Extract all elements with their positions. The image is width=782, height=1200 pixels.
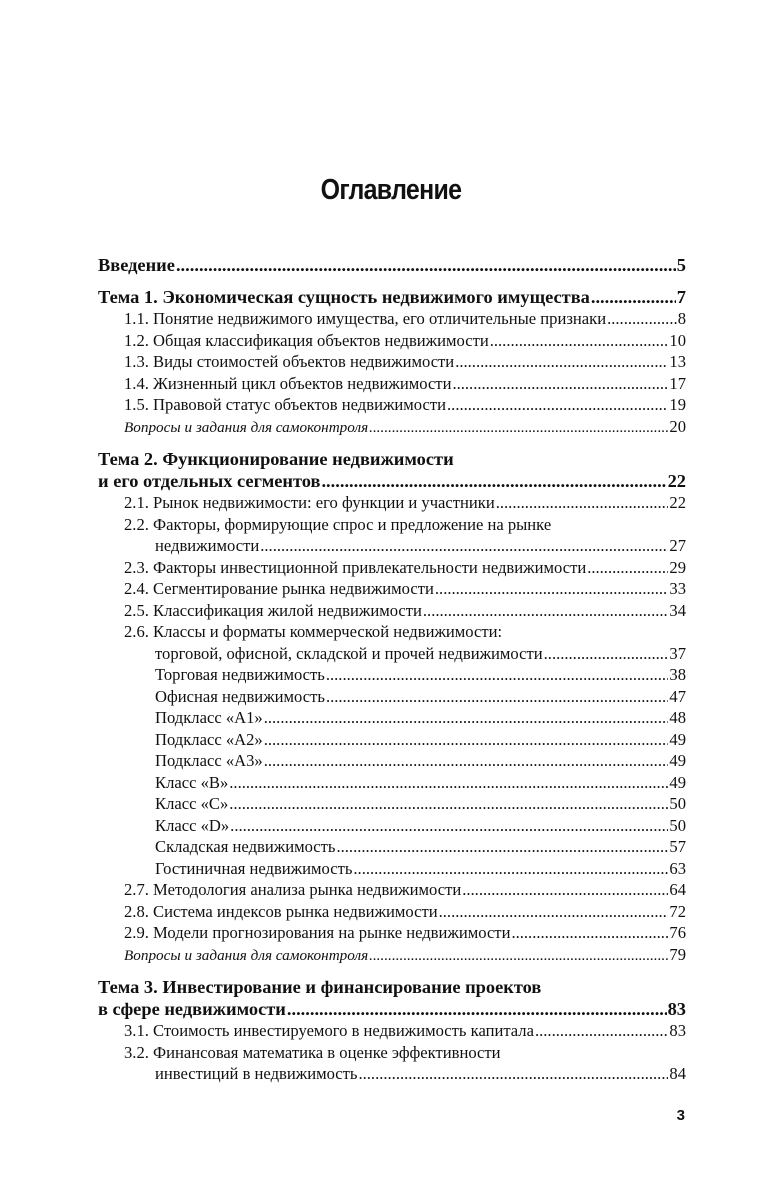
- toc-entry-2-3[interactable]: [98, 557, 686, 579]
- dot-leader: [439, 901, 669, 923]
- dot-leader: [229, 772, 668, 794]
- toc-entry-theme-3-line1[interactable]: Тема 3. Инвестирование и финансирование проектов: [98, 977, 542, 997]
- dot-leader: [369, 417, 668, 439]
- toc-page-number: 5: [676, 255, 686, 275]
- dot-leader: [544, 643, 669, 665]
- toc-entry-label: 3.1. Стоимость инвестируемого в недвижимость капитала: [124, 1021, 534, 1040]
- dot-leader: [336, 836, 668, 858]
- toc-entry-3-1[interactable]: [98, 1020, 686, 1042]
- toc-entry-label: Тема 1. Экономическая сущность недвижимого имущества: [98, 287, 590, 307]
- dot-leader: [435, 578, 669, 600]
- toc-entry-label: Подкласс «А2»: [155, 729, 263, 749]
- dot-leader: [369, 945, 668, 967]
- toc-entry-label: Введение: [98, 255, 175, 275]
- toc-entry-label: торговой, офисной, складской и прочей недвижимости: [155, 643, 543, 663]
- toc-subentry-class-d[interactable]: [98, 815, 686, 837]
- toc-entry-1-3[interactable]: [98, 351, 686, 373]
- toc-page-number: 47: [669, 686, 686, 706]
- toc-entry-label: Класс «B»: [155, 772, 229, 792]
- toc-entry-label: инвестиций в недвижимость: [155, 1064, 358, 1083]
- dot-leader: [229, 793, 668, 815]
- toc-entry-label: Подкласс «А1»: [155, 708, 263, 727]
- toc-page-number: 50: [669, 794, 686, 813]
- dot-leader: [587, 557, 668, 579]
- toc-entry-1-5[interactable]: [98, 394, 686, 416]
- toc-entry-label: 1.5. Правовой статус объектов недвижимости: [124, 395, 447, 414]
- toc-entry-2-2-line1[interactable]: 2.2. Факторы, формирующие спрос и предложение на рынке: [124, 514, 552, 534]
- toc-subentry-class-c[interactable]: [98, 793, 686, 815]
- toc-entry-label: 2.5. Классификация жилой недвижимости: [124, 600, 422, 620]
- toc-page-number: 50: [669, 815, 686, 835]
- toc-entry-label: 1.1. Понятие недвижимого имущества, его отличительные признаки: [124, 309, 607, 328]
- toc-page-number: 20: [669, 416, 686, 436]
- toc-entry-2-4[interactable]: [98, 578, 686, 600]
- toc-entry-label: 1.4. Жизненный цикл объектов недвижимости: [124, 373, 452, 393]
- toc-page-number: 48: [669, 708, 686, 727]
- dot-leader: [230, 815, 668, 837]
- toc-entry-2-9[interactable]: [98, 922, 686, 944]
- toc-page-number: 22: [669, 493, 686, 512]
- dot-leader: [321, 470, 666, 492]
- toc-entry-label: 1.3. Виды стоимостей объектов недвижимости: [124, 352, 455, 371]
- dot-leader: [591, 286, 676, 308]
- toc-entry-theme-3[interactable]: [98, 998, 686, 1020]
- dot-leader: [496, 492, 669, 514]
- toc-page-number: 33: [669, 579, 686, 598]
- toc-entry-label: Класс «C»: [155, 794, 229, 813]
- toc-page-number: 84: [669, 1064, 686, 1083]
- dot-leader: [264, 707, 669, 729]
- dot-leader: [326, 664, 669, 686]
- table-of-contents: [98, 252, 686, 1085]
- toc-entry-2-8[interactable]: [98, 901, 686, 923]
- toc-subentry-warehouse[interactable]: [98, 836, 686, 858]
- dot-leader: [455, 351, 668, 373]
- toc-entry-label: 2.8. Система индексов рынка недвижимости: [124, 901, 438, 921]
- dot-leader: [176, 254, 676, 276]
- toc-page-number: 22: [667, 471, 686, 491]
- dot-leader: [423, 600, 669, 622]
- toc-page-number: 17: [669, 373, 686, 393]
- toc-page-number: 57: [669, 837, 686, 856]
- page-number: 3: [676, 1107, 685, 1124]
- toc-entry-1-2[interactable]: [98, 330, 686, 352]
- toc-page-number: 64: [669, 880, 686, 899]
- toc-entry-2-7[interactable]: [98, 879, 686, 901]
- toc-entry-label: 2.9. Модели прогнозирования на рынке недвижимости: [124, 923, 511, 942]
- dot-leader: [326, 686, 668, 708]
- toc-entry-label: 2.1. Рынок недвижимости: его функции и участники: [124, 493, 495, 512]
- toc-entry-1-4[interactable]: [98, 373, 686, 395]
- toc-entry-label: Торговая недвижимость: [155, 665, 325, 684]
- toc-page-number: 34: [669, 600, 686, 620]
- toc-entry-label: недвижимости: [155, 536, 260, 555]
- toc-page-number: 83: [669, 1021, 686, 1040]
- toc-entry-2-2[interactable]: [98, 535, 686, 557]
- toc-page-number: 19: [669, 395, 686, 414]
- toc-subentry-retail[interactable]: [98, 664, 686, 686]
- toc-entry-label: Подкласс «А3»: [155, 751, 263, 770]
- toc-entry-label: и его отдельных сегментов: [98, 471, 321, 491]
- toc-entry-questions-2[interactable]: [98, 944, 686, 967]
- toc-page-number: 27: [669, 536, 686, 555]
- toc-page-number: 79: [669, 944, 686, 964]
- toc-entry-3-2-line1[interactable]: 3.2. Финансовая математика в оценке эффективности: [124, 1042, 501, 1062]
- toc-entry-label: 2.7. Методология анализа рынка недвижимости: [124, 880, 462, 899]
- toc-entry-theme-2-line1[interactable]: Тема 2. Функционирование недвижимости: [98, 449, 454, 469]
- toc-entry-questions-1[interactable]: [98, 416, 686, 439]
- toc-entry-intro[interactable]: [98, 254, 686, 276]
- toc-page-number: 37: [669, 643, 686, 663]
- page-title: Оглавление: [320, 174, 462, 206]
- toc-page-number: 63: [669, 858, 686, 878]
- toc-entry-2-1[interactable]: [98, 492, 686, 514]
- toc-page-number: 13: [669, 352, 686, 371]
- toc-entry-label: в сфере недвижимости: [98, 999, 286, 1019]
- toc-page-number: 49: [669, 772, 686, 792]
- dot-leader: [447, 394, 668, 416]
- toc-entry-label: Гостиничная недвижимость: [155, 858, 353, 878]
- toc-page-number: 10: [669, 330, 686, 350]
- toc-entry-label: 2.3. Факторы инвестиционной привлекательности недвижимости: [124, 557, 587, 577]
- dot-leader: [462, 879, 668, 901]
- dot-leader: [287, 998, 667, 1020]
- toc-subentry-a3[interactable]: [98, 750, 686, 772]
- toc-page-number: 83: [667, 999, 686, 1019]
- toc-subentry-office[interactable]: [98, 686, 686, 708]
- toc-page-number: 72: [669, 901, 686, 921]
- dot-leader: [452, 373, 668, 395]
- dot-leader: [260, 535, 668, 557]
- dot-leader: [607, 308, 677, 330]
- toc-page-number: 76: [669, 923, 686, 942]
- toc-page-number: 38: [669, 665, 686, 684]
- dot-leader: [535, 1020, 668, 1042]
- toc-page-number: 49: [669, 729, 686, 749]
- toc-entry-label: Вопросы и задания для самоконтроля: [124, 418, 369, 436]
- dot-leader: [358, 1063, 668, 1085]
- toc-page-number: 7: [676, 287, 686, 307]
- toc-entry-2-6-line1[interactable]: 2.6. Классы и форматы коммерческой недвижимости:: [124, 622, 503, 641]
- toc-entry-1-1[interactable]: [98, 308, 686, 330]
- toc-entry-3-2[interactable]: [98, 1063, 686, 1085]
- toc-entry-label: 2.4. Сегментирование рынка недвижимости: [124, 579, 434, 598]
- dot-leader: [511, 922, 668, 944]
- toc-entry-theme-2[interactable]: [98, 470, 686, 492]
- toc-page-number: 8: [677, 309, 686, 328]
- toc-entry-label: Складская недвижимость: [155, 837, 336, 856]
- toc-entry-theme-1[interactable]: [98, 286, 686, 308]
- toc-entry-label: Офисная недвижимость: [155, 686, 325, 706]
- toc-entry-label: Класс «D»: [155, 815, 230, 835]
- toc-subentry-class-b[interactable]: [98, 772, 686, 794]
- toc-entry-label: 1.2. Общая классификация объектов недвижимости: [124, 330, 489, 350]
- toc-entry-2-5[interactable]: [98, 600, 686, 622]
- toc-page-number: 29: [669, 557, 686, 577]
- dot-leader: [490, 330, 669, 352]
- toc-entry-label: Вопросы и задания для самоконтроля: [124, 946, 369, 964]
- toc-entry-2-6[interactable]: [98, 643, 686, 665]
- dot-leader: [353, 858, 668, 880]
- dot-leader: [264, 750, 669, 772]
- toc-subentry-hotel[interactable]: [98, 858, 686, 880]
- dot-leader: [264, 729, 669, 751]
- toc-subentry-a2[interactable]: [98, 729, 686, 751]
- toc-subentry-a1[interactable]: [98, 707, 686, 729]
- toc-page-number: 49: [669, 751, 686, 770]
